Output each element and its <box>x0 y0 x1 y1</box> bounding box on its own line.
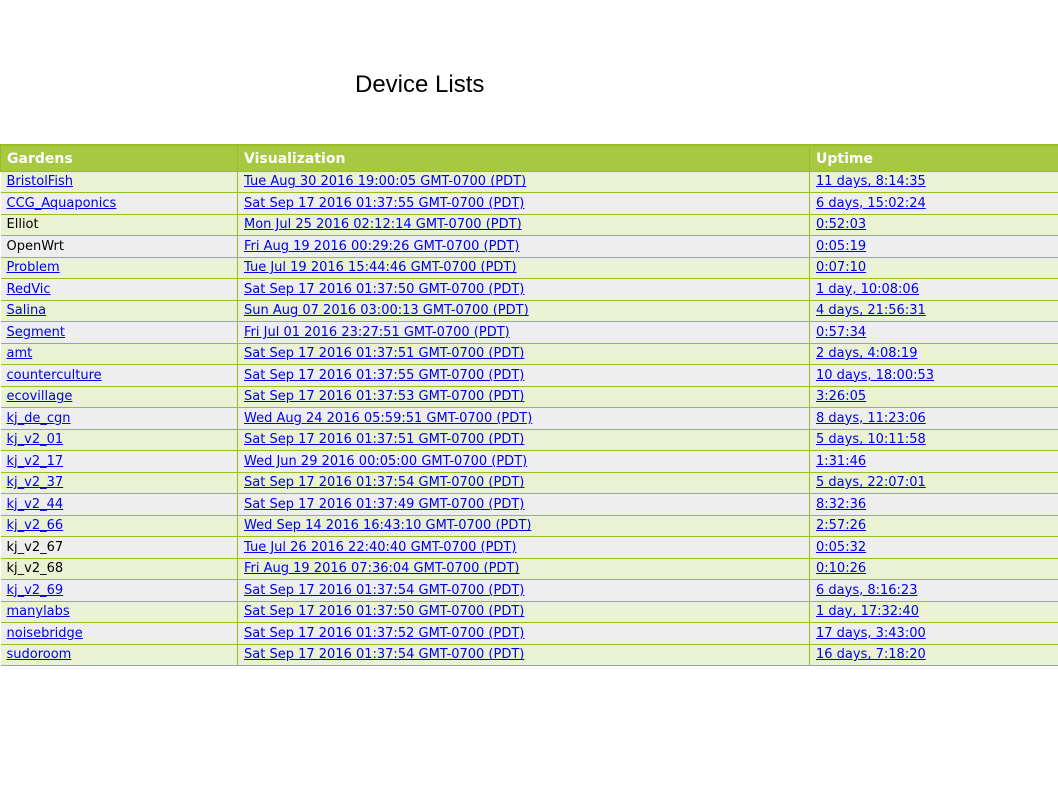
uptime-link[interactable]: 4 days, 21:56:31 <box>816 303 926 319</box>
visualization-link[interactable]: Wed Sep 14 2016 16:43:10 GMT-0700 (PDT) <box>244 518 532 534</box>
garden-link[interactable]: kj_v2_66 <box>6 518 64 534</box>
cell-uptime <box>810 322 1058 344</box>
visualization-link[interactable]: Wed Aug 24 2016 05:59:51 GMT-0700 (PDT) <box>244 410 533 426</box>
cell-visualization <box>238 558 810 580</box>
table-row <box>1 623 1058 645</box>
cell-visualization <box>238 580 810 602</box>
cell-visualization <box>238 365 810 387</box>
cell-uptime <box>810 408 1058 430</box>
table-row <box>1 580 1058 602</box>
visualization-link[interactable]: Sat Sep 17 2016 01:37:55 GMT-0700 (PDT) <box>244 195 525 211</box>
cell-visualization <box>238 214 810 236</box>
visualization-link[interactable]: Sat Sep 17 2016 01:37:53 GMT-0700 (PDT) <box>244 389 525 405</box>
cell-garden <box>1 193 238 215</box>
uptime-link[interactable]: 0:10:26 <box>816 561 867 577</box>
table-row <box>1 279 1058 301</box>
garden-name: kj_v2_68 <box>6 561 64 577</box>
garden-link[interactable]: CCG_Aquaponics <box>6 195 117 211</box>
cell-visualization <box>238 494 810 516</box>
cell-uptime <box>810 236 1058 258</box>
cell-garden <box>1 322 238 344</box>
visualization-link[interactable]: Sat Sep 17 2016 01:37:51 GMT-0700 (PDT) <box>244 346 525 362</box>
cell-uptime <box>810 343 1058 365</box>
table-row <box>1 408 1058 430</box>
cell-uptime <box>810 558 1058 580</box>
cell-garden <box>1 580 238 602</box>
visualization-link[interactable]: Mon Jul 25 2016 02:12:14 GMT-0700 (PDT) <box>244 217 522 233</box>
table-row <box>1 257 1058 279</box>
uptime-link[interactable]: 1 day, 17:32:40 <box>816 604 919 620</box>
cell-visualization <box>238 322 810 344</box>
cell-garden <box>1 472 238 494</box>
garden-link[interactable]: sudoroom <box>6 647 72 663</box>
visualization-link[interactable]: Fri Jul 01 2016 23:27:51 GMT-0700 (PDT) <box>244 324 510 340</box>
garden-link[interactable]: Problem <box>6 260 60 276</box>
cell-garden <box>1 257 238 279</box>
cell-visualization <box>238 236 810 258</box>
table-row <box>1 601 1058 623</box>
cell-visualization <box>238 193 810 215</box>
visualization-link[interactable]: Sat Sep 17 2016 01:37:51 GMT-0700 (PDT) <box>244 432 525 448</box>
cell-uptime <box>810 472 1058 494</box>
cell-uptime <box>810 429 1058 451</box>
cell-visualization <box>238 644 810 666</box>
cell-visualization <box>238 451 810 473</box>
cell-uptime <box>810 537 1058 559</box>
cell-garden <box>1 408 238 430</box>
uptime-link[interactable]: 2 days, 4:08:19 <box>816 346 918 362</box>
cell-garden <box>1 279 238 301</box>
garden-link[interactable]: kj_v2_37 <box>6 475 64 491</box>
cell-uptime <box>810 257 1058 279</box>
uptime-link[interactable]: 0:05:19 <box>816 238 867 254</box>
cell-uptime <box>810 515 1058 537</box>
visualization-link[interactable]: Sun Aug 07 2016 03:00:13 GMT-0700 (PDT) <box>244 303 529 319</box>
header-uptime: Uptime <box>810 145 1058 171</box>
cell-garden <box>1 451 238 473</box>
cell-garden <box>1 623 238 645</box>
table-row <box>1 343 1058 365</box>
cell-uptime <box>810 580 1058 602</box>
garden-link[interactable]: Segment <box>6 324 65 340</box>
cell-visualization <box>238 472 810 494</box>
cell-visualization <box>238 300 810 322</box>
cell-uptime <box>810 494 1058 516</box>
cell-uptime <box>810 601 1058 623</box>
header-visualization: Visualization <box>238 145 810 171</box>
garden-link[interactable]: counterculture <box>6 367 102 383</box>
cell-visualization <box>238 386 810 408</box>
cell-uptime <box>810 365 1058 387</box>
cell-garden <box>1 601 238 623</box>
cell-garden <box>1 386 238 408</box>
garden-link[interactable]: kj_de_cgn <box>6 410 71 426</box>
cell-visualization <box>238 515 810 537</box>
visualization-link[interactable]: Sat Sep 17 2016 01:37:55 GMT-0700 (PDT) <box>244 367 525 383</box>
header-gardens: Gardens <box>1 145 238 171</box>
cell-visualization <box>238 408 810 430</box>
uptime-link[interactable]: 6 days, 15:02:24 <box>816 195 926 211</box>
uptime-link[interactable]: 10 days, 18:00:53 <box>816 367 935 383</box>
table-row <box>1 365 1058 387</box>
cell-garden <box>1 365 238 387</box>
cell-garden <box>1 644 238 666</box>
visualization-link[interactable]: Sat Sep 17 2016 01:37:50 GMT-0700 (PDT) <box>244 281 525 297</box>
table-row <box>1 494 1058 516</box>
garden-name: kj_v2_67 <box>6 539 64 555</box>
cell-uptime <box>810 644 1058 666</box>
garden-link[interactable]: amt <box>6 346 33 362</box>
cell-visualization <box>238 343 810 365</box>
cell-garden <box>1 494 238 516</box>
garden-link[interactable]: RedVic <box>6 281 51 297</box>
page-title: Device Lists <box>355 71 485 98</box>
uptime-link[interactable]: 1 day, 10:08:06 <box>816 281 919 297</box>
table-row <box>1 386 1058 408</box>
visualization-link[interactable]: Tue Aug 30 2016 19:00:05 GMT-0700 (PDT) <box>244 174 527 190</box>
garden-link[interactable]: kj_v2_17 <box>6 453 64 469</box>
cell-uptime <box>810 193 1058 215</box>
visualization-link[interactable]: Tue Jul 26 2016 22:40:40 GMT-0700 (PDT) <box>244 539 517 555</box>
cell-uptime <box>810 386 1058 408</box>
cell-garden <box>1 171 238 193</box>
cell-visualization <box>238 623 810 645</box>
cell-uptime <box>810 171 1058 193</box>
table-row <box>1 451 1058 473</box>
garden-link[interactable]: BristolFish <box>6 174 73 190</box>
uptime-link[interactable]: 16 days, 7:18:20 <box>816 647 926 663</box>
table-body <box>1 171 1058 666</box>
visualization-link[interactable]: Sat Sep 17 2016 01:37:50 GMT-0700 (PDT) <box>244 604 525 620</box>
cell-uptime <box>810 300 1058 322</box>
table-header-row <box>1 145 1058 171</box>
uptime-link[interactable]: 11 days, 8:14:35 <box>816 174 926 190</box>
table-row <box>1 322 1058 344</box>
table-row <box>1 558 1058 580</box>
uptime-link[interactable]: 5 days, 10:11:58 <box>816 432 926 448</box>
cell-garden <box>1 236 238 258</box>
garden-link[interactable]: kj_v2_44 <box>6 496 64 512</box>
uptime-link[interactable]: 6 days, 8:16:23 <box>816 582 918 598</box>
cell-garden <box>1 537 238 559</box>
visualization-link[interactable]: Tue Jul 19 2016 15:44:46 GMT-0700 (PDT) <box>244 260 517 276</box>
visualization-link[interactable]: Sat Sep 17 2016 01:37:52 GMT-0700 (PDT) <box>244 625 525 641</box>
table-row <box>1 472 1058 494</box>
uptime-link[interactable]: 0:07:10 <box>816 260 867 276</box>
visualization-link[interactable]: Sat Sep 17 2016 01:37:49 GMT-0700 (PDT) <box>244 496 525 512</box>
visualization-link[interactable]: Sat Sep 17 2016 01:37:54 GMT-0700 (PDT) <box>244 582 525 598</box>
table-row <box>1 537 1058 559</box>
uptime-link[interactable]: 0:52:03 <box>816 217 867 233</box>
garden-link[interactable]: ecovillage <box>6 389 73 405</box>
device-table <box>0 144 1058 666</box>
cell-garden <box>1 515 238 537</box>
uptime-link[interactable]: 8 days, 11:23:06 <box>816 410 926 426</box>
table-row <box>1 236 1058 258</box>
table-row <box>1 644 1058 666</box>
garden-name: Elliot <box>6 217 39 233</box>
cell-visualization <box>238 601 810 623</box>
uptime-link[interactable]: 17 days, 3:43:00 <box>816 625 926 641</box>
cell-visualization <box>238 279 810 301</box>
cell-visualization <box>238 429 810 451</box>
uptime-link[interactable]: 3:26:05 <box>816 389 867 405</box>
cell-uptime <box>810 214 1058 236</box>
garden-link[interactable]: kj_v2_69 <box>6 582 64 598</box>
uptime-link[interactable]: 8:32:36 <box>816 496 867 512</box>
uptime-link[interactable]: 0:05:32 <box>816 539 867 555</box>
cell-visualization <box>238 257 810 279</box>
garden-link[interactable]: Salina <box>6 303 47 319</box>
cell-garden <box>1 343 238 365</box>
garden-link[interactable]: manylabs <box>6 604 70 620</box>
table-row <box>1 300 1058 322</box>
visualization-link[interactable]: Sat Sep 17 2016 01:37:54 GMT-0700 (PDT) <box>244 647 525 663</box>
cell-visualization <box>238 171 810 193</box>
cell-uptime <box>810 279 1058 301</box>
visualization-link[interactable]: Wed Jun 29 2016 00:05:00 GMT-0700 (PDT) <box>244 453 528 469</box>
cell-uptime <box>810 623 1058 645</box>
garden-link[interactable]: kj_v2_01 <box>6 432 64 448</box>
garden-name: OpenWrt <box>6 238 64 254</box>
garden-link[interactable]: noisebridge <box>6 625 83 641</box>
cell-uptime <box>810 451 1058 473</box>
table-row <box>1 429 1058 451</box>
visualization-link[interactable]: Sat Sep 17 2016 01:37:54 GMT-0700 (PDT) <box>244 475 525 491</box>
cell-garden <box>1 300 238 322</box>
cell-garden <box>1 214 238 236</box>
cell-garden <box>1 558 238 580</box>
cell-garden <box>1 429 238 451</box>
table-row <box>1 193 1058 215</box>
uptime-link[interactable]: 5 days, 22:07:01 <box>816 475 926 491</box>
table-row <box>1 171 1058 193</box>
visualization-link[interactable]: Fri Aug 19 2016 07:36:04 GMT-0700 (PDT) <box>244 561 520 577</box>
cell-visualization <box>238 537 810 559</box>
visualization-link[interactable]: Fri Aug 19 2016 00:29:26 GMT-0700 (PDT) <box>244 238 520 254</box>
table-row <box>1 515 1058 537</box>
uptime-link[interactable]: 2:57:26 <box>816 518 867 534</box>
table-row <box>1 214 1058 236</box>
uptime-link[interactable]: 0:57:34 <box>816 324 867 340</box>
uptime-link[interactable]: 1:31:46 <box>816 453 867 469</box>
